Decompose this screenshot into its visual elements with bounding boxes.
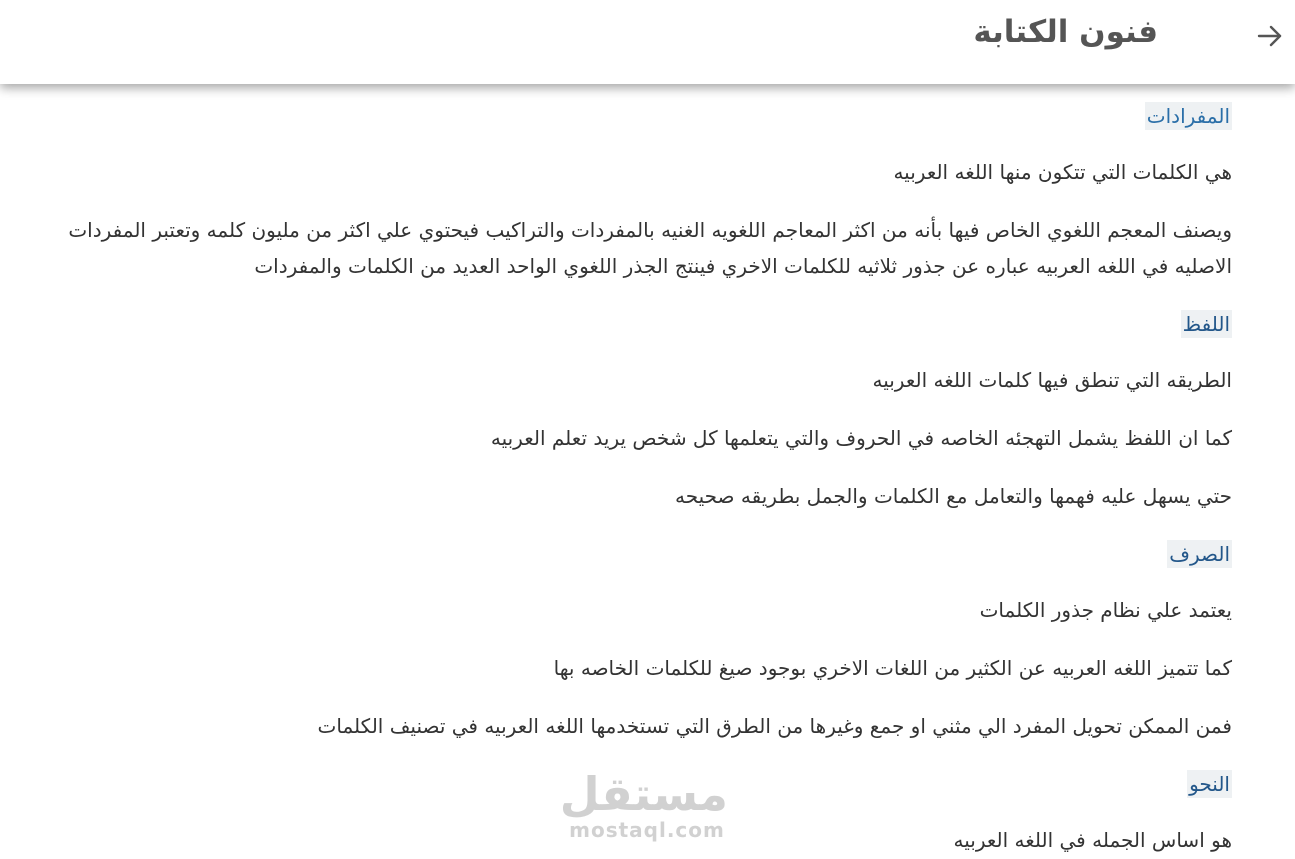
paragraph: فمن الممكن تحويل المفرد الي مثني او جمع وغيرها من الطرق التي تستخدمها اللغه العربيه في تصنيف الكلمات: [317, 714, 1232, 738]
app-header: [0, 0, 1295, 84]
back-button[interactable]: [1253, 19, 1287, 53]
section-heading-row: [32, 766, 1232, 802]
arrow-right-icon: [1256, 22, 1284, 50]
paragraph: هي الكلمات التي تتكون منها اللغه العربيه: [893, 160, 1232, 184]
article-scroll-area[interactable]: [0, 84, 1295, 859]
watermark-arabic: مستقل: [559, 767, 728, 821]
paragraph: كما تتميز اللغه العربيه عن الكثير من اللغات الاخري بوجود صيغ للكلمات الخاصه بها: [553, 656, 1232, 680]
section-heading-morphology: الصرف: [1169, 542, 1230, 566]
paragraph: كما ان اللفظ يشمل التهجئه الخاصه في الحروف والتي يتعلمها كل شخص يريد تعلم العربيه: [490, 426, 1232, 450]
section-heading-grammar: النحو: [1189, 772, 1230, 796]
article-body: [32, 84, 1232, 859]
section-heading-vocabulary: المفرادات: [1146, 104, 1230, 128]
paragraph: هو اساس الجمله في اللغه العربيه: [953, 828, 1232, 852]
paragraph: يعتمد علي نظام جذور الكلمات: [979, 598, 1232, 622]
paragraph: ويصنف المعجم اللغوي الخاص فيها بأنه من اكثر المعاجم اللغويه الغنيه بالمفردات والتراكيب فيحتوي علي اكثر من مليون كلمه وتعتبر المفردات الاصليه في اللغه العربيه عباره عن جذور ثلاثيه للكلمات الاخري فينتج الجذر اللغوي الواحد العديد من الكلمات والمفردات: [68, 218, 1232, 278]
section-heading-row: [32, 98, 1232, 134]
watermark-latin: mostaql.com: [569, 818, 725, 842]
paragraph: الطريقه التي تنطق فيها كلمات اللغه العربيه: [872, 368, 1232, 392]
paragraph: حتي يسهل عليه فهمها والتعامل مع الكلمات والجمل بطريقه صحيحه: [674, 484, 1232, 508]
section-heading-pronunciation: اللفظ: [1182, 312, 1230, 336]
page-title: فنون الكتابة: [973, 14, 1158, 50]
section-heading-row: [32, 306, 1232, 342]
section-heading-row: [32, 536, 1232, 572]
